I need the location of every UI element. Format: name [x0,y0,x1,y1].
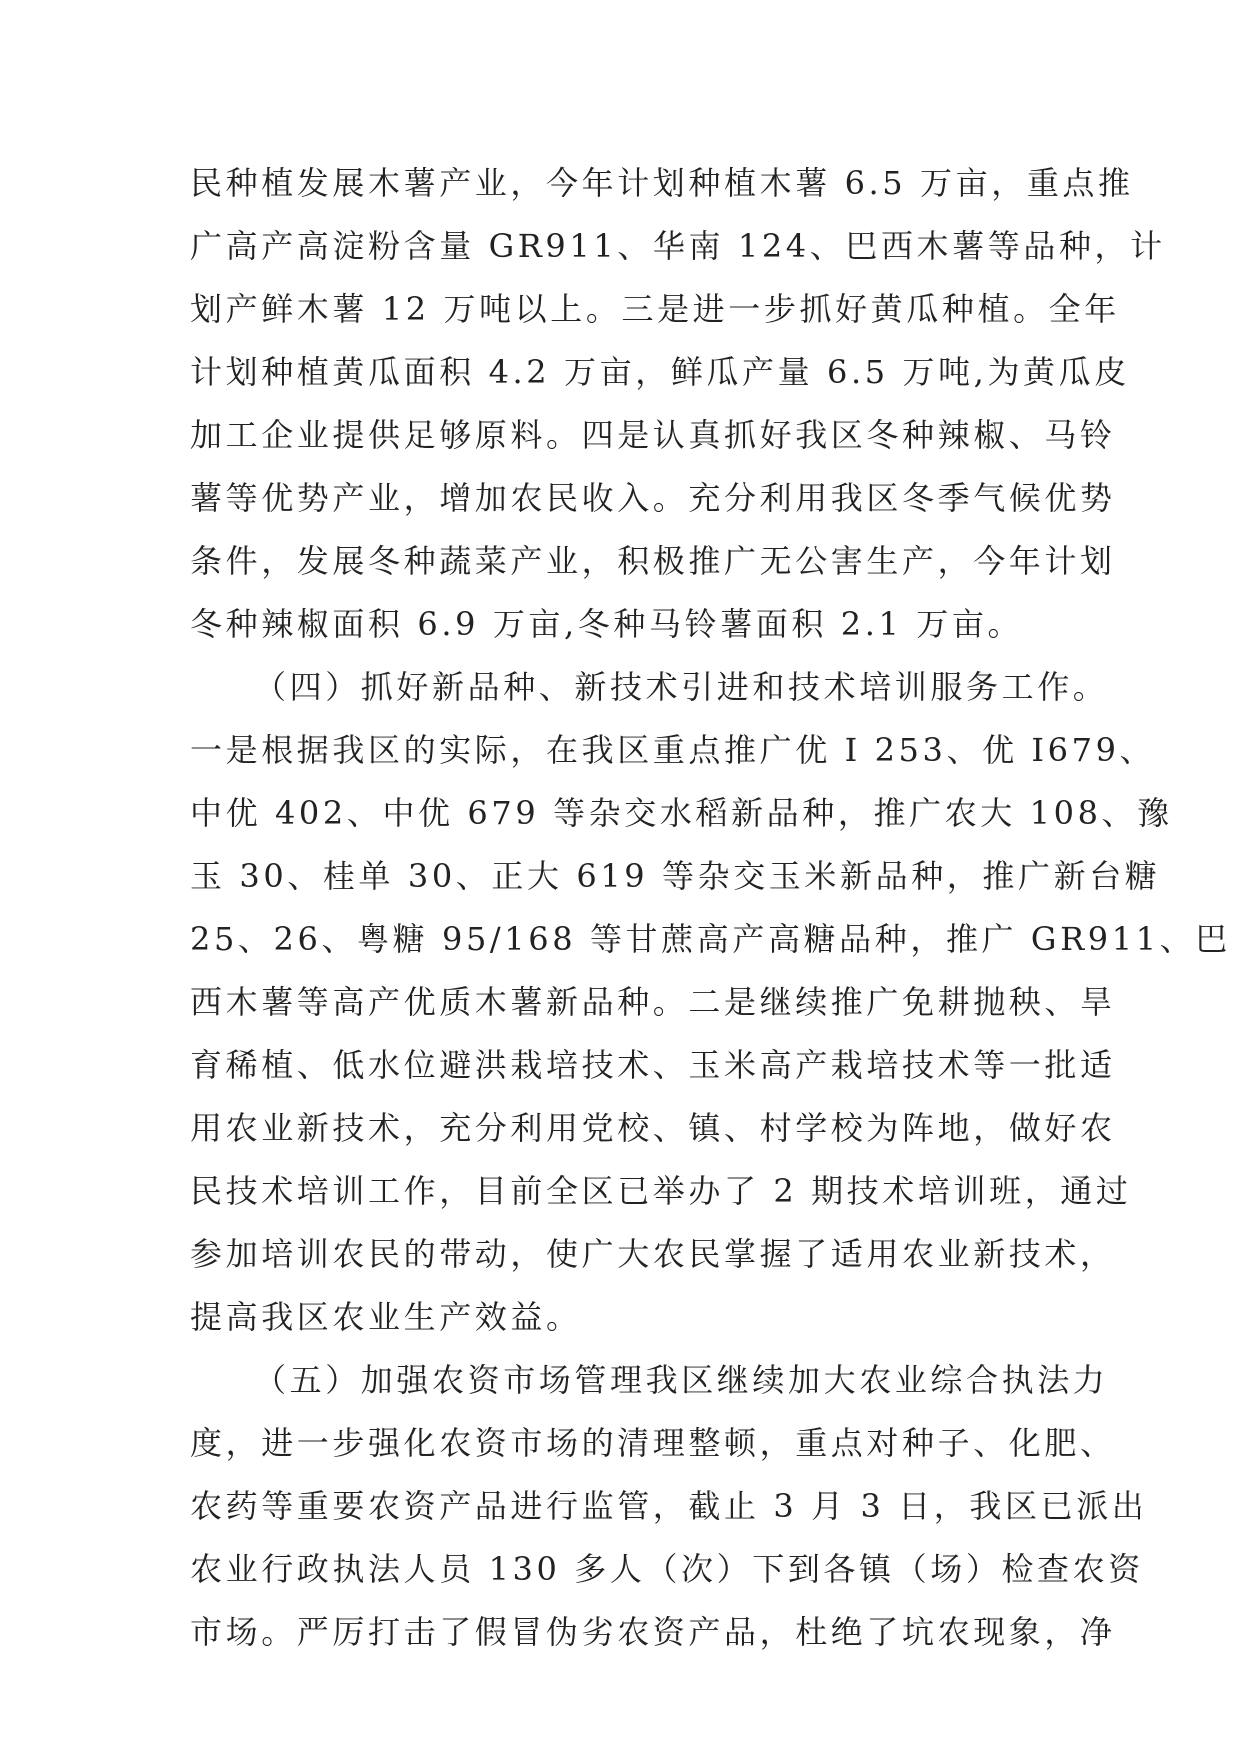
text-line: 用农业新技术，充分利用党校、镇、村学校为阵地，做好农 [190,1109,1116,1147]
text-line: 育稀植、低水位避洪栽培技术、玉米高产栽培技术等一批适 [190,1046,1116,1084]
text-line: 冬种辣椒面积 6.9 万亩,冬种马铃薯面积 2.1 万亩。 [190,605,1024,643]
text-line: 条件，发展冬种蔬菜产业，积极推广无公害生产，今年计划 [190,542,1116,580]
text-line: 25、26、粤糖 95/168 等甘蔗高产高糖品种，推广 GR911、巴 [190,920,1231,958]
document-page [190,152,1231,1664]
text-line: 薯等优势产业，增加农民收入。充分利用我区冬季气候优势 [190,479,1116,517]
text-line: 提高我区农业生产效益。 [190,1298,582,1336]
text-line: 市场。严厉打击了假冒伪劣农资产品，杜绝了坑农现象，净 [190,1613,1116,1651]
text-line: 度，进一步强化农资市场的清理整顿，重点对种子、化肥、 [190,1424,1116,1462]
text-line: 加工企业提供足够原料。四是认真抓好我区冬种辣椒、马铃 [190,416,1116,454]
text-line: 民种植发展木薯产业，今年计划种植木薯 6.5 万亩，重点推 [190,164,1134,202]
text-line: 一是根据我区的实际，在我区重点推广优 I 253、优 I679、 [190,731,1156,769]
text-line: 中优 402、中优 679 等杂交水稻新品种，推广农大 108、豫 [190,794,1173,832]
text-line: 农业行政执法人员 130 多人（次）下到各镇（场）检查农资 [190,1550,1144,1588]
text-line: 划产鲜木薯 12 万吨以上。三是进一步抓好黄瓜种植。全年 [190,290,1120,328]
text-line: 民技术培训工作，目前全区已举办了 2 期技术培训班，通过 [190,1172,1132,1210]
section-heading-line: （五）加强农资市场管理我区继续加大农业综合执法力 [254,1361,1109,1399]
section-heading-line: （四）抓好新品种、新技术引进和技术培训服务工作。 [254,668,1109,706]
text-line: 广高产高淀粉含量 GR911、华南 124、巴西木薯等品种，计 [190,227,1166,265]
text-line: 玉 30、桂单 30、正大 619 等杂交玉米新品种，推广新台糖 [190,857,1161,895]
text-line: 西木薯等高产优质木薯新品种。二是继续推广免耕抛秧、旱 [190,983,1116,1021]
text-line: 计划种植黄瓜面积 4.2 万亩，鲜瓜产量 6.5 万吨,为黄瓜皮 [190,353,1130,391]
text-line: 参加培训农民的带动，使广大农民掌握了适用农业新技术， [190,1235,1116,1273]
text-line: 农药等重要农资产品进行监管，截止 3 月 3 日，我区已派出 [190,1487,1148,1525]
